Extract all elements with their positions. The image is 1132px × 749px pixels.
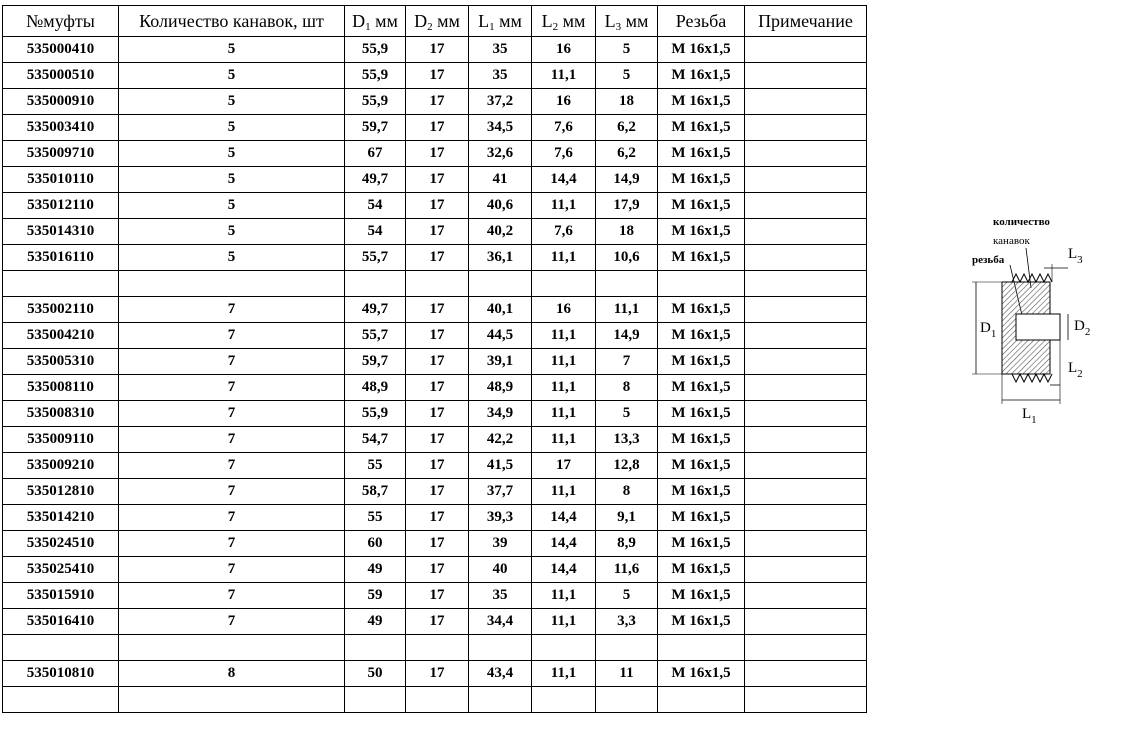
table-row: [3, 219, 867, 245]
cell-l3: 17,9: [596, 193, 658, 219]
cell-d2: 17: [406, 219, 469, 245]
cell-grooves: 7: [119, 479, 345, 505]
cell-number: 535014310: [3, 219, 119, 245]
cell-grooves: [119, 687, 345, 713]
cell-d1: 55,7: [345, 245, 406, 271]
cell-l2: 11,1: [532, 401, 596, 427]
cell-l2: 7,6: [532, 115, 596, 141]
coupling-diagram: [960, 210, 1100, 440]
cell-l1: 37,7: [469, 479, 532, 505]
cell-thread: M 16x1,5: [658, 297, 745, 323]
cell-thread: M 16x1,5: [658, 193, 745, 219]
cell-l2: 11,1: [532, 661, 596, 687]
cell-d1: 55,9: [345, 63, 406, 89]
cell-note: [745, 115, 867, 141]
cell-grooves: 7: [119, 323, 345, 349]
cell-thread: M 16x1,5: [658, 349, 745, 375]
cell-l2: 17: [532, 453, 596, 479]
cell-thread: M 16x1,5: [658, 531, 745, 557]
cell-thread: M 16x1,5: [658, 167, 745, 193]
table-row: [3, 245, 867, 271]
cell-thread: [658, 271, 745, 297]
cell-l3: 8: [596, 375, 658, 401]
cell-note: [745, 427, 867, 453]
cell-note: [745, 141, 867, 167]
header-l3: $L_3$ мм: [596, 6, 658, 37]
cell-note: [745, 219, 867, 245]
cell-d2: 17: [406, 297, 469, 323]
cell-thread: M 16x1,5: [658, 453, 745, 479]
cell-d2: 17: [406, 557, 469, 583]
cell-note: [745, 37, 867, 63]
thread-label: резьба: [972, 254, 1005, 266]
table-row: [3, 531, 867, 557]
cell-grooves: 5: [119, 219, 345, 245]
cell-l1: [469, 271, 532, 297]
cell-grooves: 7: [119, 505, 345, 531]
cell-thread: M 16x1,5: [658, 583, 745, 609]
cell-thread: M 16x1,5: [658, 115, 745, 141]
table-row: [3, 557, 867, 583]
cell-l3: 18: [596, 89, 658, 115]
cell-thread: M 16x1,5: [658, 89, 745, 115]
cell-l3: 5: [596, 583, 658, 609]
cell-l2: 16: [532, 37, 596, 63]
cell-note: [745, 687, 867, 713]
cell-number: 535014210: [3, 505, 119, 531]
cell-d1: 59,7: [345, 115, 406, 141]
cell-number: 535012110: [3, 193, 119, 219]
cell-l2: 14,4: [532, 531, 596, 557]
cell-grooves: 5: [119, 245, 345, 271]
cell-grooves: 5: [119, 115, 345, 141]
header-grooves: Количество канавок, шт: [119, 6, 345, 37]
cell-thread: M 16x1,5: [658, 63, 745, 89]
cell-d2: 17: [406, 531, 469, 557]
cell-number: 535000410: [3, 37, 119, 63]
cell-number: 535010810: [3, 661, 119, 687]
cell-l3: 8: [596, 479, 658, 505]
cell-grooves: 5: [119, 37, 345, 63]
cell-l3: 10,6: [596, 245, 658, 271]
cell-grooves: 5: [119, 141, 345, 167]
table-row: [3, 687, 867, 713]
cell-l1: 41: [469, 167, 532, 193]
cell-d2: 17: [406, 63, 469, 89]
table-row: [3, 323, 867, 349]
shaft-bore: [1016, 314, 1060, 340]
cell-d2: 17: [406, 349, 469, 375]
cell-d2: 17: [406, 37, 469, 63]
cell-number: 535000910: [3, 89, 119, 115]
cell-l2: 11,1: [532, 479, 596, 505]
table-row: [3, 141, 867, 167]
cell-grooves: 7: [119, 427, 345, 453]
cell-thread: M 16x1,5: [658, 479, 745, 505]
cell-d1: 55: [345, 453, 406, 479]
cell-l3: 13,3: [596, 427, 658, 453]
table-row: [3, 37, 867, 63]
cell-l2: 7,6: [532, 141, 596, 167]
table-row: [3, 661, 867, 687]
cell-l1: 35: [469, 63, 532, 89]
cell-grooves: 7: [119, 349, 345, 375]
header-thread: Резьба: [658, 6, 745, 37]
cell-number: 535016110: [3, 245, 119, 271]
cell-l1: 42,2: [469, 427, 532, 453]
cell-l1: 40,1: [469, 297, 532, 323]
table-row: [3, 297, 867, 323]
cell-d1: 49: [345, 557, 406, 583]
table-row: [3, 453, 867, 479]
cell-thread: M 16x1,5: [658, 557, 745, 583]
cell-thread: M 16x1,5: [658, 245, 745, 271]
cell-d2: 17: [406, 245, 469, 271]
cell-grooves: 5: [119, 89, 345, 115]
cell-note: [745, 635, 867, 661]
cell-note: [745, 323, 867, 349]
cell-l2: 11,1: [532, 427, 596, 453]
cell-number: [3, 271, 119, 297]
header-note: Примечание: [745, 6, 867, 37]
cell-l2: 11,1: [532, 583, 596, 609]
l2-label: $L_2$: [1068, 360, 1083, 380]
cell-l2: 14,4: [532, 167, 596, 193]
cell-l3: 11: [596, 661, 658, 687]
cell-note: [745, 271, 867, 297]
cell-l1: 40,6: [469, 193, 532, 219]
cell-grooves: 7: [119, 453, 345, 479]
cell-l2: 11,1: [532, 323, 596, 349]
cell-thread: M 16x1,5: [658, 427, 745, 453]
table-row: [3, 115, 867, 141]
cell-grooves: 5: [119, 167, 345, 193]
cell-d1: [345, 635, 406, 661]
cell-l2: 11,1: [532, 375, 596, 401]
table-row: [3, 193, 867, 219]
cell-d1: 55: [345, 505, 406, 531]
cell-grooves: [119, 635, 345, 661]
pulley-grooves: [1012, 274, 1052, 282]
cell-l3: [596, 687, 658, 713]
cell-l3: 5: [596, 401, 658, 427]
cell-l1: 44,5: [469, 323, 532, 349]
cell-note: [745, 349, 867, 375]
cell-d1: 67: [345, 141, 406, 167]
cell-d2: 17: [406, 609, 469, 635]
cell-note: [745, 505, 867, 531]
cell-note: [745, 479, 867, 505]
cell-grooves: 7: [119, 297, 345, 323]
cell-note: [745, 167, 867, 193]
cell-d1: 59,7: [345, 349, 406, 375]
cell-thread: M 16x1,5: [658, 505, 745, 531]
table-row: [3, 89, 867, 115]
cell-l1: 39,3: [469, 505, 532, 531]
cell-d2: 17: [406, 375, 469, 401]
cell-d2: 17: [406, 141, 469, 167]
cell-note: [745, 193, 867, 219]
cell-l3: 5: [596, 37, 658, 63]
cell-d2: 17: [406, 505, 469, 531]
cell-thread: M 16x1,5: [658, 141, 745, 167]
cell-number: 535002110: [3, 297, 119, 323]
cell-d1: 54: [345, 193, 406, 219]
cell-d1: 54: [345, 219, 406, 245]
cell-l1: 34,5: [469, 115, 532, 141]
cell-note: [745, 557, 867, 583]
cell-d1: 55,7: [345, 323, 406, 349]
cell-grooves: 5: [119, 63, 345, 89]
cell-l3: 18: [596, 219, 658, 245]
cell-thread: M 16x1,5: [658, 323, 745, 349]
cell-l3: 7: [596, 349, 658, 375]
grooves-label-line1: количество: [993, 216, 1050, 228]
cell-l2: 16: [532, 297, 596, 323]
cell-number: 535024510: [3, 531, 119, 557]
table-row: [3, 271, 867, 297]
cell-l1: 37,2: [469, 89, 532, 115]
cell-grooves: 7: [119, 531, 345, 557]
cell-d1: 55,9: [345, 89, 406, 115]
cell-l3: 14,9: [596, 323, 658, 349]
table-row: [3, 505, 867, 531]
cell-thread: M 16x1,5: [658, 401, 745, 427]
cell-l1: 39: [469, 531, 532, 557]
cell-thread: M 16x1,5: [658, 661, 745, 687]
cell-d2: [406, 687, 469, 713]
cell-number: 535004210: [3, 323, 119, 349]
cell-l1: 43,4: [469, 661, 532, 687]
cell-number: 535009210: [3, 453, 119, 479]
cell-number: 535016410: [3, 609, 119, 635]
table-row: [3, 479, 867, 505]
cell-d2: 17: [406, 661, 469, 687]
cell-l2: 7,6: [532, 219, 596, 245]
cell-number: 535008310: [3, 401, 119, 427]
cell-d2: 17: [406, 323, 469, 349]
cell-note: [745, 89, 867, 115]
cell-grooves: 7: [119, 557, 345, 583]
table-row: [3, 63, 867, 89]
cell-grooves: 7: [119, 583, 345, 609]
cell-note: [745, 583, 867, 609]
cell-l2: 14,4: [532, 557, 596, 583]
cell-l1: 40,2: [469, 219, 532, 245]
table-row: [3, 635, 867, 661]
cell-number: 535005310: [3, 349, 119, 375]
table-row: [3, 427, 867, 453]
table-row: [3, 167, 867, 193]
cell-thread: M 16x1,5: [658, 219, 745, 245]
cell-note: [745, 297, 867, 323]
cell-thread: M 16x1,5: [658, 375, 745, 401]
cell-d2: 17: [406, 583, 469, 609]
cell-d2: 17: [406, 167, 469, 193]
cell-d1: 59: [345, 583, 406, 609]
cell-l2: 11,1: [532, 349, 596, 375]
cell-thread: M 16x1,5: [658, 37, 745, 63]
cell-note: [745, 609, 867, 635]
cell-grooves: 5: [119, 193, 345, 219]
cell-l2: 14,4: [532, 505, 596, 531]
cell-grooves: 8: [119, 661, 345, 687]
d2-label: $D_2$: [1074, 318, 1091, 338]
cell-note: [745, 531, 867, 557]
cell-l3: 6,2: [596, 141, 658, 167]
cell-note: [745, 245, 867, 271]
grooves-label-line2: канавок: [993, 235, 1030, 247]
cell-number: 535009110: [3, 427, 119, 453]
cell-l1: 40: [469, 557, 532, 583]
cell-l3: 11,1: [596, 297, 658, 323]
cell-number: 535025410: [3, 557, 119, 583]
header-l1: $L_1$ мм: [469, 6, 532, 37]
cell-number: 535012810: [3, 479, 119, 505]
pulley-grooves-bottom: [1012, 374, 1052, 382]
cell-l1: 48,9: [469, 375, 532, 401]
cell-l1: 35: [469, 583, 532, 609]
cell-l1: [469, 687, 532, 713]
cell-l3: 11,6: [596, 557, 658, 583]
cell-d1: 60: [345, 531, 406, 557]
cell-d2: [406, 271, 469, 297]
cell-l2: 16: [532, 89, 596, 115]
cell-l2: 11,1: [532, 609, 596, 635]
cell-d2: 17: [406, 427, 469, 453]
cell-d1: [345, 687, 406, 713]
cell-l2: 11,1: [532, 193, 596, 219]
table-row: [3, 583, 867, 609]
cell-d1: 54,7: [345, 427, 406, 453]
cell-grooves: 7: [119, 609, 345, 635]
cell-thread: [658, 635, 745, 661]
l3-label: $L_3$: [1068, 246, 1083, 266]
cell-d2: 17: [406, 115, 469, 141]
cell-note: [745, 401, 867, 427]
cell-grooves: [119, 271, 345, 297]
table-row: [3, 349, 867, 375]
cell-l2: [532, 635, 596, 661]
cell-l2: [532, 271, 596, 297]
table-row: [3, 401, 867, 427]
cell-l3: 14,9: [596, 167, 658, 193]
header-d1: $D_1$ мм: [345, 6, 406, 37]
cell-note: [745, 63, 867, 89]
cell-grooves: 7: [119, 401, 345, 427]
table-row: [3, 609, 867, 635]
cell-number: [3, 635, 119, 661]
cell-note: [745, 661, 867, 687]
cell-note: [745, 375, 867, 401]
cell-d2: [406, 635, 469, 661]
cell-thread: [658, 687, 745, 713]
cell-thread: M 16x1,5: [658, 609, 745, 635]
cell-d1: 49,7: [345, 167, 406, 193]
header-l2: $L_2$ мм: [532, 6, 596, 37]
cell-l1: 41,5: [469, 453, 532, 479]
cell-d2: 17: [406, 401, 469, 427]
cell-number: 535015910: [3, 583, 119, 609]
coupling-spec-table: [2, 5, 867, 713]
cell-d2: 17: [406, 479, 469, 505]
table-body: [3, 37, 867, 713]
cell-l3: [596, 271, 658, 297]
cell-number: [3, 687, 119, 713]
cell-l2: 11,1: [532, 63, 596, 89]
cell-number: 535010110: [3, 167, 119, 193]
cell-d1: 48,9: [345, 375, 406, 401]
cell-l3: 6,2: [596, 115, 658, 141]
cell-grooves: 7: [119, 375, 345, 401]
cell-d1: 50: [345, 661, 406, 687]
table-row: [3, 375, 867, 401]
cell-number: 535000510: [3, 63, 119, 89]
l1-label: $L_1$: [1022, 406, 1037, 426]
cell-l1: 35: [469, 37, 532, 63]
cell-l1: 39,1: [469, 349, 532, 375]
cell-d1: 49: [345, 609, 406, 635]
cell-l1: 34,4: [469, 609, 532, 635]
cell-l3: [596, 635, 658, 661]
cell-d2: 17: [406, 89, 469, 115]
cell-l1: 32,6: [469, 141, 532, 167]
header-number: №муфты: [3, 6, 119, 37]
cell-d2: 17: [406, 453, 469, 479]
cell-d1: 58,7: [345, 479, 406, 505]
cell-l3: 12,8: [596, 453, 658, 479]
cell-l3: 8,9: [596, 531, 658, 557]
d1-label: $D_1$: [980, 320, 997, 340]
table-header: [3, 6, 867, 37]
cell-number: 535003410: [3, 115, 119, 141]
cell-number: 535008110: [3, 375, 119, 401]
cell-number: 535009710: [3, 141, 119, 167]
cell-l1: 34,9: [469, 401, 532, 427]
header-d2: $D_2$ мм: [406, 6, 469, 37]
cell-l3: 5: [596, 63, 658, 89]
cell-d1: [345, 271, 406, 297]
cell-d1: 49,7: [345, 297, 406, 323]
cell-l3: 3,3: [596, 609, 658, 635]
cell-d1: 55,9: [345, 401, 406, 427]
cell-l3: 9,1: [596, 505, 658, 531]
cell-l2: 11,1: [532, 245, 596, 271]
cell-l2: [532, 687, 596, 713]
cell-note: [745, 453, 867, 479]
cell-l1: 36,1: [469, 245, 532, 271]
cell-l1: [469, 635, 532, 661]
cell-d2: 17: [406, 193, 469, 219]
cell-d1: 55,9: [345, 37, 406, 63]
